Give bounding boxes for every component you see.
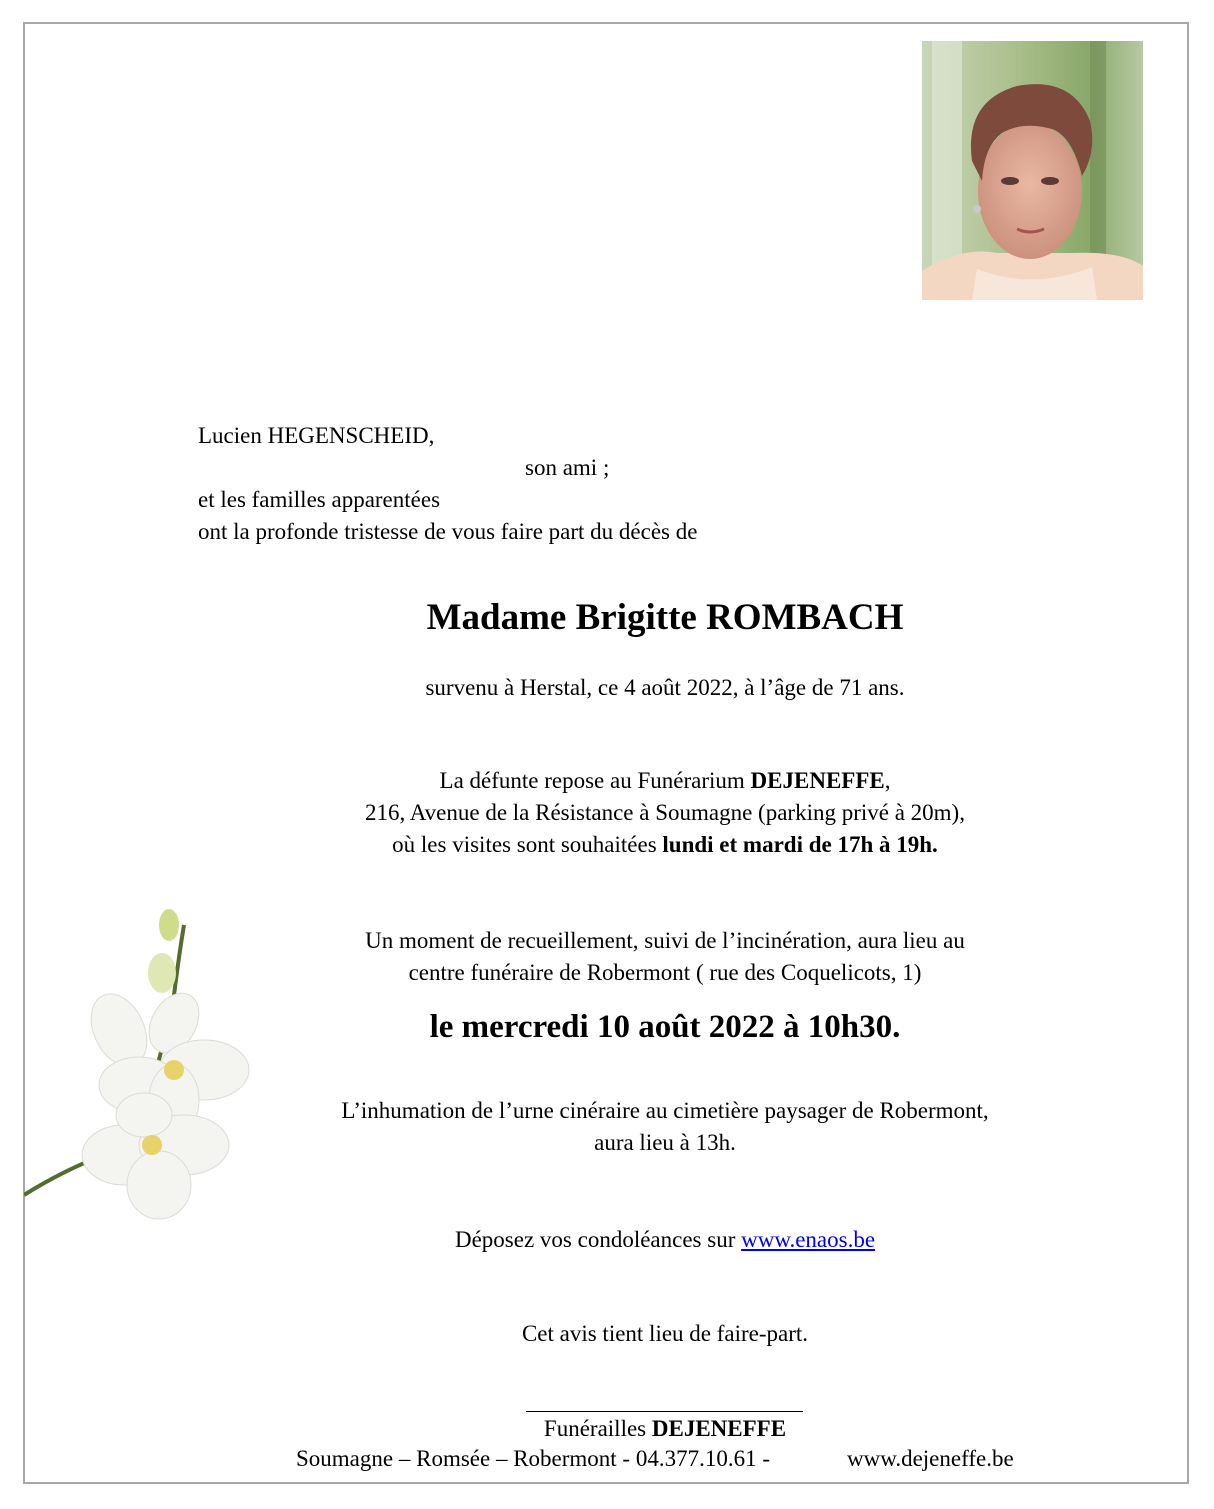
footer-website[interactable]: www.dejeneffe.be [847,1446,1014,1471]
footer-locations: Soumagne – Romsée – Robermont - 04.377.10.61 - [296,1446,771,1471]
visitation-line-2: 216, Avenue de la Résistance à Soumagne (parking privé à 20m), [365,800,965,825]
burial-line-1: L’inhumation de l’urne cinéraire au cimetière paysager de Robermont, [341,1098,989,1123]
visiting-hours: lundi et mardi de 17h à 19h. [662,832,938,857]
burial-line-2: aura lieu à 13h. [594,1130,736,1155]
family-line-1: Lucien HEGENSCHEID, [198,423,435,448]
footer-divider [526,1411,803,1412]
portrait-photo [922,41,1143,300]
ceremony-line-2: centre funéraire de Robermont ( rue des Coquelicots, 1) [408,960,922,985]
ceremony-date: le mercredi 10 août 2022 à 10h30. [429,1009,901,1045]
footer-company: Funérailles DEJENEFFE [543,1416,787,1441]
funeral-home-name: DEJENEFFE [750,768,885,793]
visitation-line-1: La défunte repose au Funérarium DEJENEFFE, [439,768,891,793]
family-line-3: et les familles apparentées [198,487,441,512]
condolences-line: Déposez vos condoléances sur www.enaos.be [454,1227,876,1252]
deceased-details: survenu à Herstal, ce 4 août 2022, à l’âge de 71 ans. [425,675,905,700]
footer-company-name: DEJENEFFE [651,1416,787,1441]
notice-text: Cet avis tient lieu de faire-part. [521,1321,809,1346]
family-line-2: son ami ; [525,455,610,480]
visitation-line-3: où les visites sont souhaitées lundi et mardi de 17h à 19h. [392,832,938,857]
family-line-4: ont la profonde tristesse de vous faire part du décès de [198,519,698,544]
ceremony-line-1: Un moment de recueillement, suivi de l’incinération, aura lieu au [365,928,965,953]
deceased-name: Madame Brigitte ROMBACH [426,597,904,638]
condolences-link[interactable]: www.enaos.be [741,1227,876,1252]
